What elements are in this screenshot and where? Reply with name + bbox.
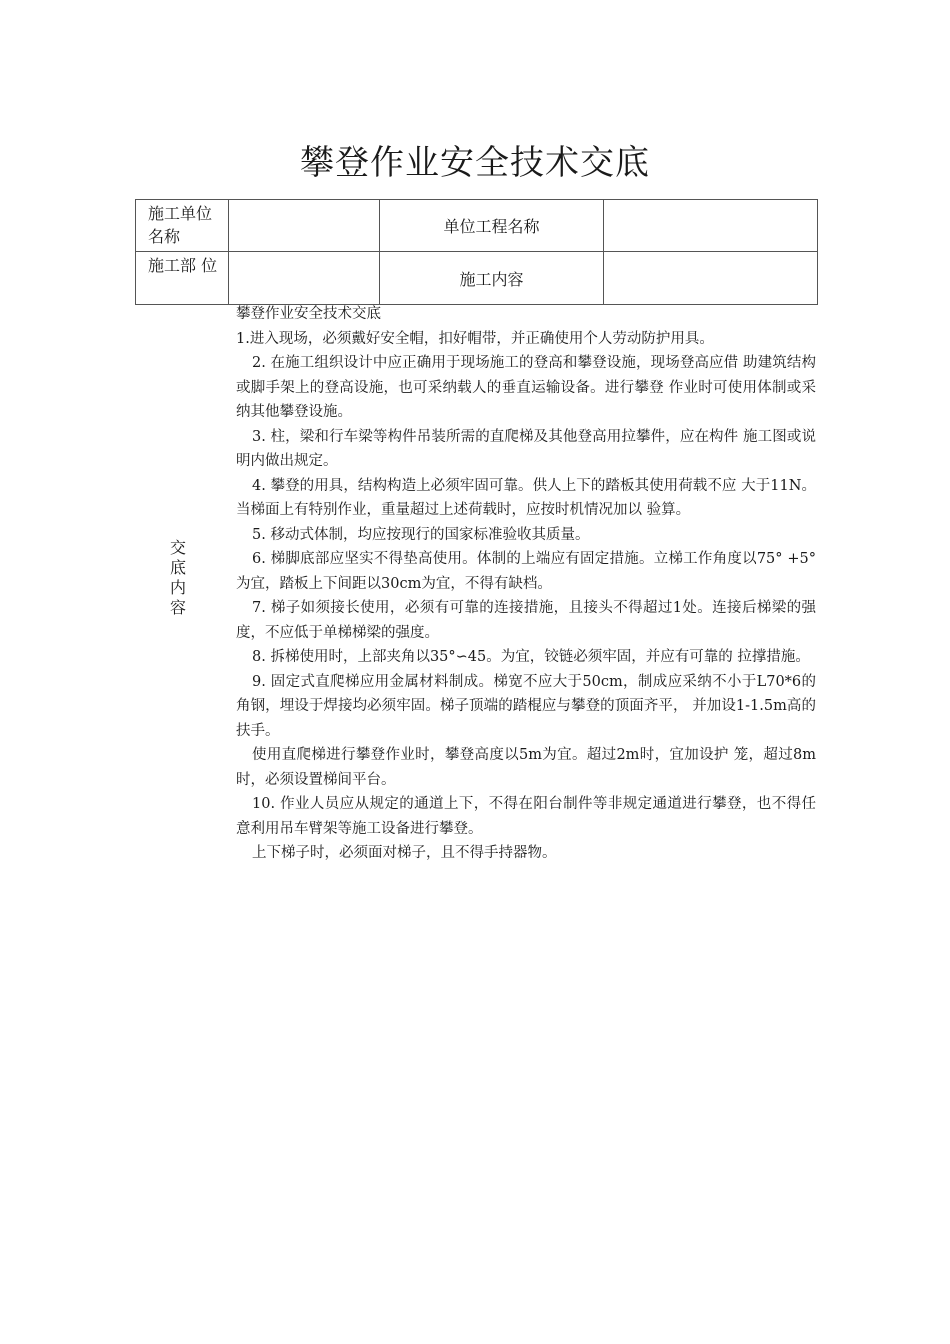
location-value xyxy=(229,252,380,305)
briefing-content xyxy=(236,302,816,866)
location-label: 施工部 位 xyxy=(136,252,229,305)
content-heading: 攀登作业安全技术交底 xyxy=(236,306,381,322)
content-paragraph: 使用直爬梯进行攀登作业时，攀登高度以5m为宜。超过2m时，宜加设护 笼，超过8m时，必须设置梯间平台。 xyxy=(236,747,816,788)
work-content-label: 施工内容 xyxy=(380,252,604,305)
content-paragraph: 9. 固定式直爬梯应用金属材料制成。梯宽不应大于50cm，制成应采纳不小于L70*6的角钢，埋设于焊接均必须牢固。梯子顶端的踏棍应与攀登的顶面齐平， 并加设1-1.5m高的扶手。 xyxy=(236,673,816,739)
content-paragraph: 2. 在施工组织设计中应正确用于现场施工的登高和攀登设施，现场登高应借 助建筑结构或脚手架上的登高设施，也可采纳载人的垂直运输设备。进行攀登 作业时可使用体制或采纳其他攀登设施。 xyxy=(236,355,816,420)
content-paragraph: 10. 作业人员应从规定的通道上下，不得在阳台制件等非规定通道进行攀登，也不得任意利用吊车臂架等施工设备进行攀登。 xyxy=(236,796,816,837)
work-content-value xyxy=(604,252,818,305)
briefing-content-label: 交底内容 xyxy=(169,538,186,617)
content-paragraph: 4. 攀登的用具，结构构造上必须牢固可靠。供人上下的踏板其使用荷载不应 大于11N。当梯面上有特别作业，重量超过上述荷载时，应按时机情况加以 验算。 xyxy=(236,477,816,518)
content-paragraph: 1.进入现场，必须戴好安全帽，扣好帽带，并正确使用个人劳动防护用具。 xyxy=(236,330,714,347)
unit-name-label: 施工单位名称 xyxy=(136,200,229,252)
content-paragraph: 上下梯子时，必须面对梯子，且不得手持器物。 xyxy=(252,845,557,861)
project-info-table xyxy=(135,199,818,305)
project-name-value xyxy=(604,200,818,252)
content-paragraph: 7. 梯子如须接长使用，必须有可靠的连接措施，且接头不得超过1处。连接后梯梁的强度，不应低于单梯梯梁的强度。 xyxy=(236,600,816,641)
content-paragraph: 6. 梯脚底部应坚实不得垫高使用。体制的上端应有固定措施。立梯工作角度以75° +5°为宜，踏板上下间距以30cm为宜，不得有缺档。 xyxy=(236,551,816,592)
content-paragraph: 3. 柱，梁和行车梁等构件吊装所需的直爬梯及其他登高用拉攀件，应在构件 施工图或说明内做出规定。 xyxy=(236,428,816,469)
document-title: 攀登作业安全技术交底 xyxy=(300,142,650,183)
content-paragraph: 8. 拆梯使用时，上部夹角以35°∽45。为宜，铰链必须牢固，并应有可靠的 拉撑措施。 xyxy=(252,649,810,665)
project-name-label: 单位工程名称 xyxy=(380,200,604,252)
content-paragraph: 5. 移动式体制，均应按现行的国家标准验收其质量。 xyxy=(252,526,590,543)
unit-name-value xyxy=(229,200,380,252)
